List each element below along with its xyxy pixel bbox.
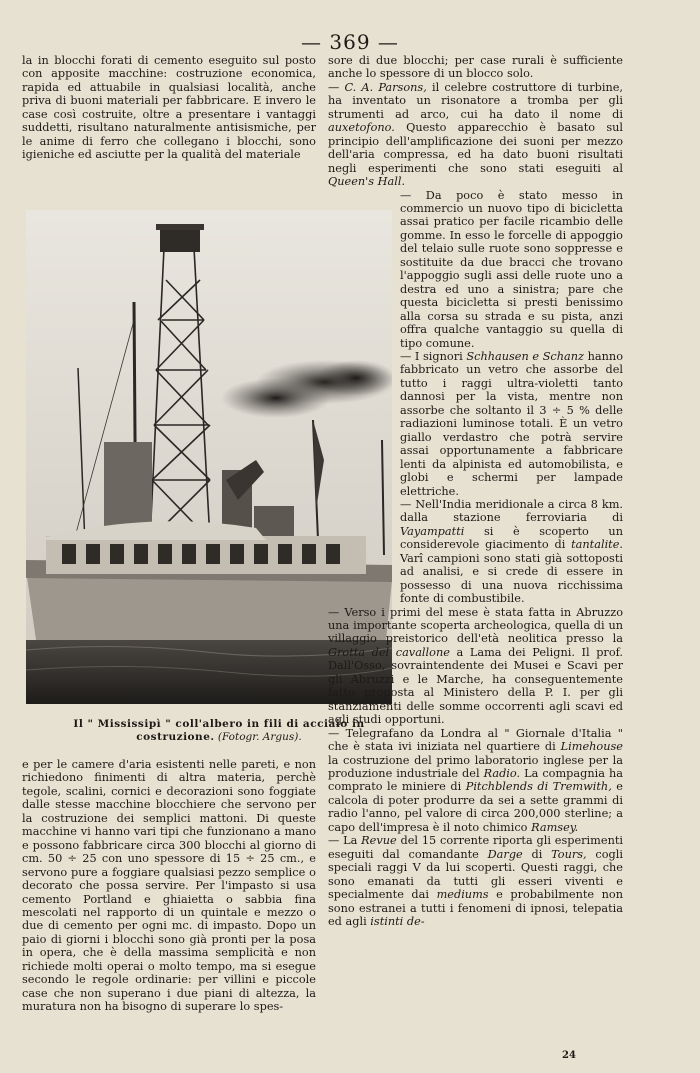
place-grotta: Grotta del cavallone <box>328 645 450 659</box>
text-span: del 15 corrente riporta gli esperimenti eseguiti dal comandante <box>328 834 623 861</box>
left-bottom-paragraph: e per le camere d'aria esistenti nelle pareti, e non richiedono finimenti di altra materia, perchè tegole, scalini, cornici e decorazioni sono foggiate dalle stesse macchine blocchiere che servono per la costruzione dei semplici mattoni. Di queste macchine vi hanno vari tipi che funzionano a mano e possono fabbricare circa 300 blocchi al giorno di cm. 50 ÷ 25 con uno spessore di 15 ÷ 25 cm., e servono pure a foggiare qualsiasi pezzo semplice o decorato che possa servire. Per l'impasto si usa cemento Portland e ghiaietta o sabbia fina mescolati nel rapporto di un quintale e mezzo o due di cemento per ogni mc. di impasto. Dopo un paio di giorni i blocchi sono già pronti per la posa in opera, che è della massima semplicità e non richiede molti operai o molto tempo, ma si esegue secondo le regole ordinarie: per villini e piccole case che non superano i due piani di altezza, la muratura non ha bisogno di superare lo spes- <box>22 758 316 1014</box>
text-span: di <box>522 847 552 861</box>
text-span: cogli speciali raggi V da lui scoperti. Questi raggi, che sono emanati da tutti gli esseri viventi e specialmente dai <box>328 847 623 902</box>
term-tantalite: tantalite. <box>571 538 623 552</box>
names-schhausen-schanz: Schhausen e Schanz <box>466 349 585 363</box>
text-span: La compagnia ha comprato le miniere di <box>328 767 623 794</box>
text-span: sore di due blocchi; per case rurali è sufficiente anche lo spessore di un blocco solo. <box>328 54 623 81</box>
paragraph-revue <box>328 834 623 928</box>
left-column-top <box>22 54 316 180</box>
left-top-paragraph: la in blocchi forati di cemento eseguito sul posto con apposite macchine: costruzione economica, rapida ed attuabile in qualsiasi località, anche priva di buoni materiali per fabbricare. E invero le case così costruite, oltre a presentare i vantaggi suddetti, risultano naturalmente antisismiche, per le anime di ferro che collegano i blocchi, sono igieniche ed asciutte per la qualità del materiale <box>22 54 316 162</box>
text-span: — Verso i primi del mese è stata fatta in Abruzzo una importante scoperta archeologica, quella di un villaggio preistorico dell'età neolitica presso la <box>328 605 623 646</box>
place-vayampatti: Vayampatti <box>400 524 465 538</box>
paragraph-blocchi <box>328 54 623 81</box>
term-radio: Radio. <box>483 767 521 781</box>
text-span: Varî campioni sono stati già sottoposti ad analisi, e si crede di essere in possesso di una nuova ricchissima fonte di combustibile. <box>400 551 623 606</box>
paragraph-radio <box>328 727 623 835</box>
name-darge: Darge <box>487 847 523 861</box>
term-auxetofono: auxetofono. <box>328 121 395 135</box>
text-span: Questo apparecchio è basato sul principio dell'amplificazione dei suoni per mezzo dell'aria compressa, ed ha dato buoni risultati negli esperimenti che sono stati eseguiti al <box>328 121 623 175</box>
place-limehouse: Limehouse <box>560 740 623 754</box>
page-number: — 369 — <box>301 30 399 54</box>
sheet-number: 24 <box>562 1050 576 1061</box>
text-span: e calcola di poter produrre da sei a sette grammi di radio l'anno, pel valore di circa 200,000 sterline; a capo dell'impresa è il noto chimico <box>328 780 623 834</box>
caption-credit: (Fotogr. Argus). <box>217 731 302 743</box>
paragraph-bicicletta: — Da poco è stato messo in commercio un nuovo tipo di bicicletta assai pratico per facile ricambio delle gomme. In esso le forcelle di appoggio del telaio sulle ruote sono soppresse e sostituite da due bracci che trovano l'appoggio sugli assi delle ruote uno a destra ed uno a sinistra; pare che questa bicicletta si presti benissimo alla corsa su strada e su pista, anzi offra qualche vantaggio su quella di tipo comune. <box>400 188 623 350</box>
journal-revue: Revue <box>361 834 397 848</box>
term-istinti: istinti de- <box>370 915 425 928</box>
text-span: hanno fabbricato un vetro che assorbe del tutto i raggi ultra-violetti tanto dannosi per la vista, mentre non assorbe che soltanto il 3 ÷ 5 % delle radiazioni luminose totali. È un vetro giallo verdastro che potrà servire assai opportunamente a fabbricare lenti da alpinista ed automobilista, e globi e schermi per lampade elettriche. <box>400 349 623 498</box>
text-span: la costruzione del primo laboratorio inglese per la produzione industriale del <box>328 753 623 781</box>
right-column <box>328 54 623 1026</box>
text-span: e probabilmente non sono estranei a tutti i fenomeni di ipnosi, telepatia ed agli <box>328 888 623 928</box>
left-column-bottom <box>22 758 316 1048</box>
text-span: — I signori <box>400 349 467 363</box>
place-tours: Tours, <box>551 847 587 861</box>
paragraph-parsons <box>328 81 623 189</box>
text-span: il celebre costruttore di turbine, ha inventato un risonatore a tromba per gli strumenti ad arco, cui ha dato il nome di <box>328 80 623 121</box>
caption-title: Il " Mississipì " coll'albero in fili di acciaio in costruzione. <box>73 718 365 743</box>
mine-pitchblends: Pitchblends di Tremwith, <box>465 780 612 794</box>
text-span: — Nell'India meridionale a circa 8 km. dalla stazione ferroviaria di <box>400 497 623 525</box>
text-span: si è scoperto un considerevole giacimento di <box>400 524 623 552</box>
paragraph-tantalite <box>400 498 623 606</box>
name-parsons: — C. A. Parsons, <box>328 80 427 94</box>
paragraph-abruzzo <box>328 606 623 727</box>
text-span: — La <box>328 834 362 848</box>
place-queens-hall: Queen's Hall. <box>328 175 406 189</box>
paragraph-vetro <box>400 350 623 498</box>
name-ramsey: Ramsey. <box>531 820 579 834</box>
text-span: a Lama dei Peligni. Il prof. Dall'Osso, sovraintendente dei Musei e Scavi per gli Abruzzi e le Marche, ha conseguentemente fatto proposta al Ministero della P. I. per gli stanziamenti delle somme occorrenti agli scavi ed agli studi opportuni. <box>328 645 623 727</box>
term-mediums: mediums <box>436 888 489 902</box>
text-span: — Telegrafano da Londra al " Giornale d'Italia " che è stata ivi iniziata nel quartiere di <box>328 726 623 754</box>
